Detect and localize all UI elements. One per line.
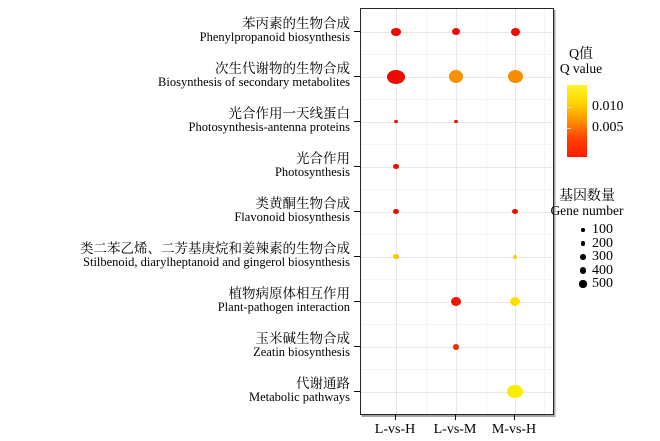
x-axis-tick [395,414,396,420]
y-axis-tick [354,31,360,32]
qvalue-legend-title-zh: Q值 [568,47,594,62]
y-axis-label-zh: 次生代谢物的生物合成 [215,60,350,76]
y-axis-label-en: Flavonoid biosynthesis [234,209,350,224]
y-axis-tick [354,211,360,212]
bubble [507,385,524,399]
gene-number-dot [579,280,586,287]
y-axis-tick [354,256,360,257]
y-axis-tick [354,346,360,347]
gene-number-dot [581,228,584,231]
gene-number-legend-title-zh: 基因数量 [559,189,615,204]
gene-number-label: 300 [592,249,613,264]
gene-number-dot [580,254,586,260]
y-axis-label-en: Metabolic pathways [248,389,350,404]
x-axis-label: M-vs-H [491,422,537,437]
bubble [393,209,399,215]
y-axis-label-en: Phenylpropanoid biosynthesis [199,29,350,44]
y-axis-label-en: Plant-pathogen interaction [217,299,350,314]
gene-number-legend-title [548,189,626,218]
qvalue-legend-title-en: Q value [559,61,603,76]
y-axis-label-zh: 苯丙素的生物合成 [242,15,350,31]
x-axis-label: L-vs-H [374,422,416,437]
qvalue-colorbar-tick [567,128,571,129]
qvalue-tick-label: 0.005 [592,120,624,135]
bubble [387,70,405,84]
bubble [391,28,401,36]
qvalue-colorbar-tick [567,107,571,108]
minor-gridline-horizontal [361,54,553,55]
bubble [510,297,521,307]
qvalue-colorbar [567,85,587,157]
y-axis-label-zh: 类黄酮生物合成 [255,195,350,211]
gene-number-label: 500 [592,276,613,291]
y-axis-tick [354,76,360,77]
y-axis-label [218,286,350,315]
x-axis-tick [455,414,456,420]
bubble [393,254,399,259]
y-axis-label-zh: 玉米碱生物合成 [255,330,350,346]
bubble [452,28,460,35]
major-gridline-horizontal [361,167,553,168]
minor-gridline-horizontal [361,99,553,100]
y-axis-label-zh: 植物病原体相互作用 [228,285,350,301]
y-axis-label-zh: 光合作用一天线蛋白 [228,105,350,121]
minor-gridline-horizontal [361,369,553,370]
bubble [511,28,520,36]
gene-number-legend-title-en: Gene number [550,203,624,218]
plot-area [360,8,554,415]
y-axis-label-en: Zeatin biosynthesis [253,344,350,359]
qvalue-legend-title [545,47,617,76]
bubble [508,70,523,83]
bubble [451,297,462,307]
y-axis-tick [354,391,360,392]
bubble [513,255,517,259]
y-axis-label [189,106,350,135]
y-axis-label-zh: 光合作用 [296,150,350,166]
y-axis-label-en: Photosynthesis [274,164,350,179]
gene-number-label: 100 [592,222,613,237]
bubble [512,209,518,214]
minor-gridline-horizontal [361,189,553,190]
minor-gridline-horizontal [361,234,553,235]
y-axis-tick [354,301,360,302]
x-axis-tick [514,414,515,420]
x-axis-label: L-vs-M [433,422,477,437]
qvalue-tick-label: 0.010 [592,99,624,114]
major-gridline-horizontal [361,212,553,213]
major-gridline-horizontal [361,392,553,393]
gene-number-dot [581,241,586,246]
bubble [454,120,457,123]
y-axis-label-en: Photosynthesis-antenna proteins [188,119,350,134]
y-axis-label-en: Biosynthesis of secondary metabolites [158,74,350,89]
y-axis-label [253,331,350,360]
y-axis-label [158,61,350,90]
bubble [394,120,397,123]
y-axis-label-zh: 代谢通路 [296,375,350,391]
bubble [449,70,464,83]
y-axis-label [249,376,350,405]
minor-gridline-horizontal [361,324,553,325]
bubble [393,164,399,169]
major-gridline-horizontal [361,257,553,258]
y-axis-label [200,16,350,45]
minor-gridline-horizontal [361,144,553,145]
y-axis-label-zh: 类二苯乙烯、二芳基庚烷和姜辣素的生物合成 [80,240,350,256]
y-axis-label-en: Stilbenoid, diarylheptanoid and gingerol biosynthesis [83,254,350,269]
gene-number-dot [580,267,586,273]
y-axis-label [234,196,350,225]
y-axis-label [275,151,350,180]
y-axis-tick [354,166,360,167]
gene-number-label: 400 [592,262,613,278]
minor-gridline-horizontal [361,279,553,280]
gene-number-label: 200 [592,235,613,251]
y-axis-label [80,241,350,270]
bubble [453,344,460,350]
y-axis-tick [354,121,360,122]
